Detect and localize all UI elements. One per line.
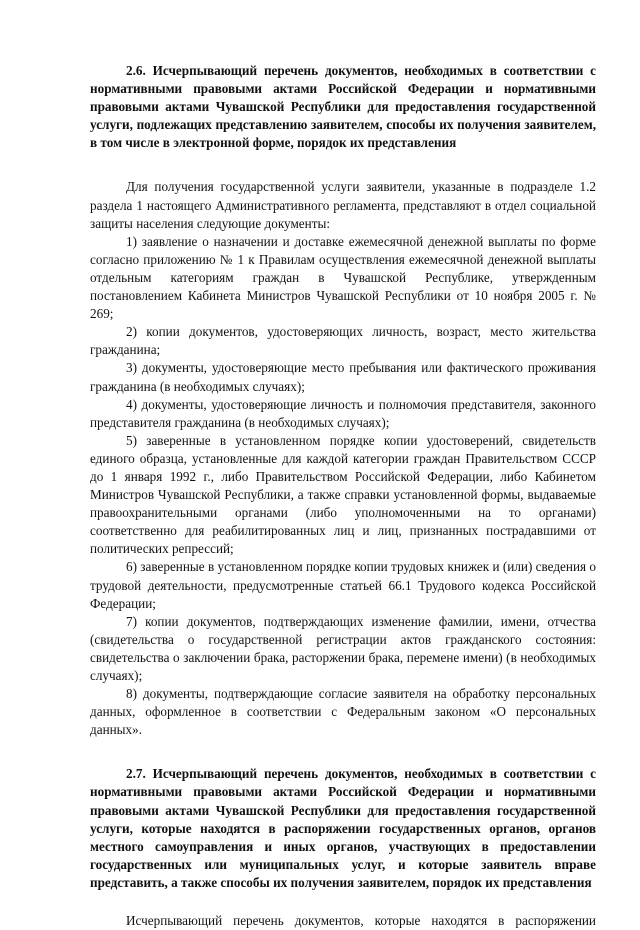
list-item-8: 8) документы, подтверждающие согласие заявителя на обработку персональных данных, оформленное в соответствии с Федеральным законом «О персональных данных». [90, 686, 596, 738]
list-item-2: 2) копии документов, удостоверяющих личность, возраст, место жительства гражданина; [90, 324, 596, 358]
list-item-3: 3) документы, удостоверяющие место пребывания или фактического проживания гражданина (в необходимых случаях); [90, 360, 596, 394]
list-item-1: 1) заявление о назначении и доставке ежемесячной денежной выплаты по форме согласно приложению № 1 к Правилам осуществления ежемесячной денежной выплаты отдельным категориям граждан в Чувашской Республике, утвержденным постановлением Кабинета Министров Чувашской Республики от 10 ноября 2005 г. № 269; [90, 233, 596, 322]
section-2-6-heading: 2.6. Исчерпывающий перечень документов, необходимых в соответствии с нормативными правовыми актами Российской Федерации и нормативными правовыми актами Чувашской Республики для предоставления государственной услуги, подлежащих представлению заявителем, способы их получения заявителем, в том числе в электронной форме, порядок их представления [90, 63, 596, 151]
section-2-6-intro: Для получения государственной услуги заявители, указанные в подразделе 1.2 раздела 1 настоящего Административного регламента, представляют в отдел социальной защиты населения следующие документы: [90, 179, 596, 231]
list-item-4: 4) документы, удостоверяющие личность и полномочия представителя, законного представителя гражданина (в необходимых случаях); [90, 396, 596, 430]
spacer [90, 152, 596, 178]
section-2-7-intro: Исчерпывающий перечень документов, которые находятся в распоряжении [126, 913, 596, 929]
section-2-7-heading: 2.7. Исчерпывающий перечень документов, необходимых в соответствии с нормативными правовыми актами Российской Федерации и нормативными правовыми актами Чувашской Республики для предоставления государственной услуги, которые находятся в распоряжении государственных органов, органов местного самоуправления и иных органов, участвующих в предоставлении государственных или муниципальных услуг, и которые заявитель вправе представить, а также способы их получения заявителем, порядок их представления [90, 766, 596, 890]
list-item-6: 6) заверенные в установленном порядке копии трудовых книжек и (или) сведения о трудовой деятельности, предусмотренные статьей 66.1 Трудового кодекса Российской Федерации; [90, 559, 596, 611]
list-item-7: 7) копии документов, подтверждающих изменение фамилии, имени, отчества (свидетельства о государственной регистрации актов гражданского состояния: свидетельства о заключении брака, расторжении брака, перемене имени) (в необходимых случаях); [90, 613, 596, 683]
spacer [90, 892, 596, 912]
list-item-5: 5) заверенные в установленном порядке копии удостоверений, свидетельств единого образца, установленные для каждой категории граждан Правительством СССР до 1 января 1992 г., либо Правительством Российской Федерации, либо Кабинетом Министров Чувашской Республики, а также справки установленной формы, выдаваемые правоохранительными органами (либо уполномоченными на то органами) соответственно для реабилитированных лиц и лиц, признанных пострадавшими от политических репрессий; [90, 432, 596, 557]
spacer [90, 739, 596, 765]
document-page [90, 62, 596, 930]
